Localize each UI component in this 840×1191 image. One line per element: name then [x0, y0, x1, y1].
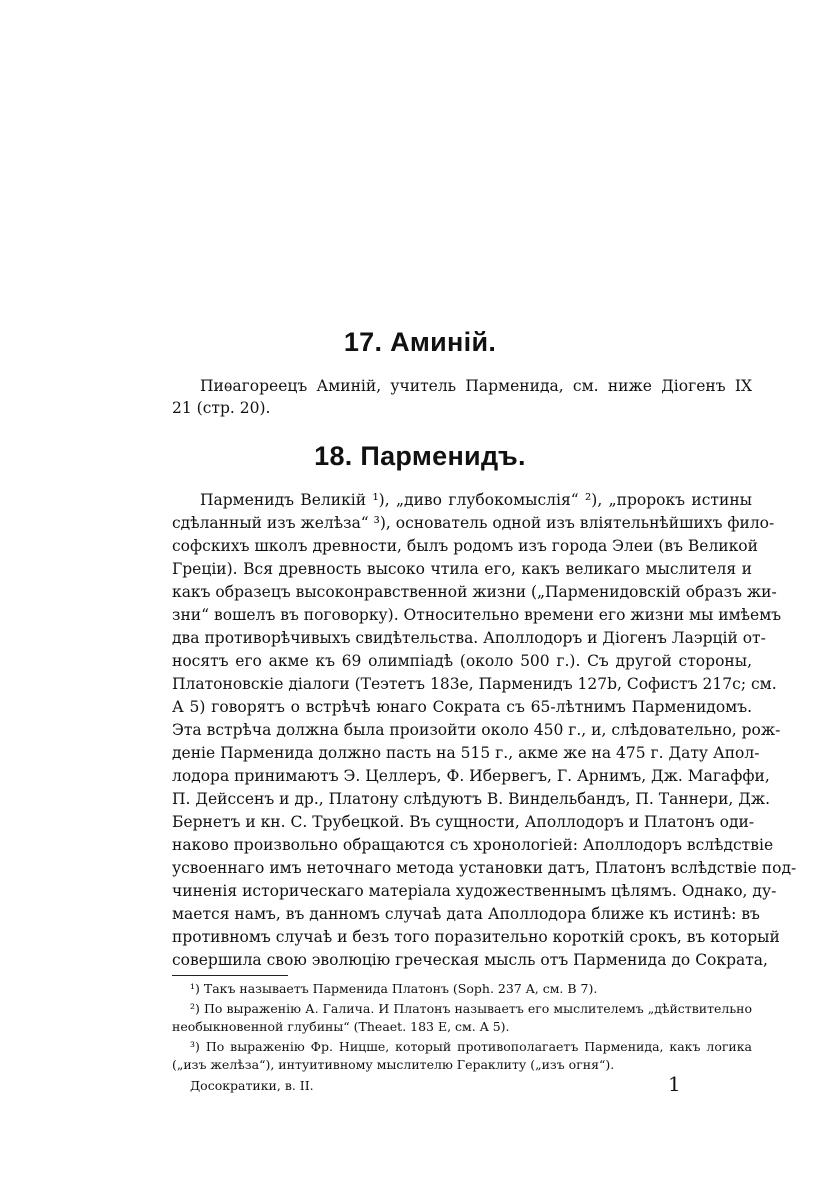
text-line: софскихъ школъ древности, былъ родомъ изъ города Элеи (въ Великой [172, 537, 758, 555]
text-line: лодора принимаютъ Э. Целлеръ, Ф. Ибервегъ, Г. Арнимъ, Дж. Магаффи, [172, 767, 770, 785]
text-line: Бернетъ и кн. С. Трубецкой. Въ сущности, Аполлодоръ и Платонъ оди- [172, 813, 755, 831]
text-line: Пиѳагореецъ Аминій, учитель Парменида, см. ниже Діогенъ IX [200, 377, 752, 395]
text-line: наково произвольно обращаются съ хронологіей: Аполлодоръ вслѣдствіе [172, 836, 774, 854]
text-line: совершила свою эволюцію греческая мысль отъ Парменида до Сократа, [172, 951, 768, 969]
text-line: А 5) говорятъ о встрѣчѣ юнаго Сократа съ 65-лѣтнимъ Парменидомъ. [172, 698, 752, 716]
footnote-rule [172, 975, 288, 976]
text-line: 21 (стр. 20). [172, 399, 271, 417]
text-line: носятъ его акме къ 69 олимпіадѣ (около 500 г.). Съ другой стороны, [172, 652, 752, 670]
text-line: два противорѣчивыхъ свидѣтельства. Аполлодоръ и Діогенъ Лаэрцій от- [172, 629, 766, 647]
footnote-2-continued: необыкновенной глубины“ (Theaet. 183 E, см. A 5). [172, 1019, 510, 1034]
text-line: Эта встрѣча должна была произойти около 450 г., и, слѣдовательно, рож- [172, 721, 781, 739]
text-line: П. Дейссенъ и др., Платону слѣдуютъ В. Виндельбандъ, П. Таннери, Дж. [172, 790, 771, 808]
signature-mark: Досократики, в. II. [190, 1078, 314, 1093]
text-line: Платоновскіе діалоги (Теэтетъ 183е, Парменидъ 127b, Софистъ 217с; см. [172, 675, 777, 693]
text-line: Парменидъ Великій ¹), „диво глубокомыслія“ ²), „пророкъ истины [200, 491, 752, 509]
page-number: 1 [668, 1072, 681, 1096]
text-line: противномъ случаѣ и безъ того поразительно короткій срокъ, въ который [172, 928, 780, 946]
footnote-1: ¹) Такъ называетъ Парменида Платонъ (Soph. 237 A, см. B 7). [190, 981, 598, 996]
text-line: деніе Парменида должно пасть на 515 г., акме же на 475 г. Дату Апол- [172, 744, 760, 762]
text-line: чиненія историческаго матеріала художественнымъ цѣлямъ. Однако, ду- [172, 882, 777, 900]
text-line: какъ образецъ высоконравственной жизни („Парменидовскій образъ жи- [172, 583, 777, 601]
section-heading-aminius: 17. Аминій. [343, 327, 497, 357]
footnote-2: ²) По выраженію А. Галича. И Платонъ называетъ его мыслителемъ „дѣйствительно [190, 1001, 752, 1016]
text-line: Греціи). Вся древность высоко чтила его, какъ великаго мыслителя и [172, 560, 752, 578]
text-line: усвоеннаго имъ неточнаго метода установки датъ, Платонъ вслѣдствіе под- [172, 859, 797, 877]
section-heading-parmenides: 18. Парменидъ. [314, 441, 526, 471]
footnote-3: ³) По выраженію Фр. Ницше, который противополагаетъ Парменида, какъ логика [190, 1039, 752, 1054]
text-line: сдѣланный изъ желѣза“ ³), основатель одной изъ вліятельнѣйшихъ фило- [172, 514, 775, 532]
text-line: зни“ вошелъ въ поговорку). Относительно времени его жизни мы имѣемъ [172, 606, 782, 624]
text-line: мается намъ, въ данномъ случаѣ дата Аполлодора ближе къ истинѣ: въ [172, 905, 760, 923]
footnote-3-continued: („изъ желѣза“), интуитивному мыслителю Гераклиту („изъ огня“). [172, 1057, 615, 1072]
